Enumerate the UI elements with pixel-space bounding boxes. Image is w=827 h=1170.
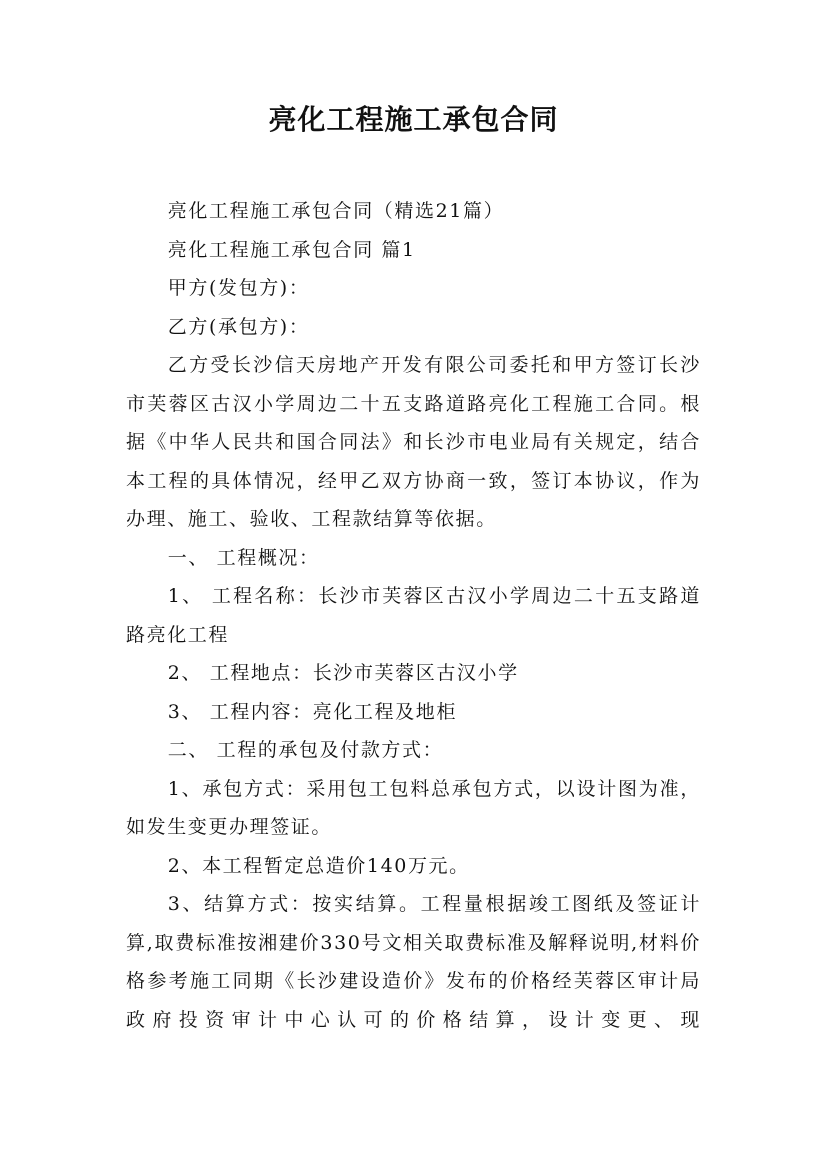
paragraph-party-a: 甲方(发包方)： [167, 277, 310, 299]
paragraph-heading-overview: 一、 工程概况： [167, 546, 320, 569]
paragraph-project-content: 3、 工程内容：亮化工程及地柜 [167, 700, 457, 723]
paragraph-section-heading: 亮化工程施工承包合同 篇1 [167, 238, 416, 261]
paragraph-heading-payment: 二、 工程的承包及付款方式： [167, 739, 444, 761]
paragraph-contract-method: 1、承包方式：采用包工包料总承包方式，以设计图为准，如发生变更办理签证。 [126, 777, 701, 838]
paragraph-project-location: 2、 工程地点：长沙市芙蓉区古汉小学 [167, 662, 519, 684]
paragraph-party-b: 乙方(承包方)： [167, 315, 310, 338]
paragraph-settlement: 3、结算方式：按实结算。工程量根据竣工图纸及签证计算,取费标准按湘建价330号文相关取费标准及解释说明,材料价格参考施工同期《长沙建设造价》发布的价格经芙蓉区审计局政府投资审计中心认可的价格结算，设计变更、现 [126, 893, 701, 1031]
paragraph-intro: 乙方受长沙信天房地产开发有限公司委托和甲方签订长沙市芙蓉区古汉小学周边二十五支路道路亮化工程施工合同。根据《中华人民共和国合同法》和长沙市电业局有关规定，结合本工程的具体情况，经甲乙双方协商一致，签订本协议，作为办理、施工、验收、工程款结算等依据。 [126, 354, 701, 530]
document-body [126, 192, 701, 1039]
paragraph-subtitle: 亮化工程施工承包合同（精选21篇） [167, 200, 505, 222]
paragraph-project-name: 1、 工程名称：长沙市芙蓉区古汉小学周边二十五支路道路亮化工程 [126, 585, 701, 646]
paragraph-total-cost: 2、本工程暂定总造价140万元。 [167, 854, 470, 877]
document-title: 亮化工程施工承包合同 [268, 103, 559, 136]
